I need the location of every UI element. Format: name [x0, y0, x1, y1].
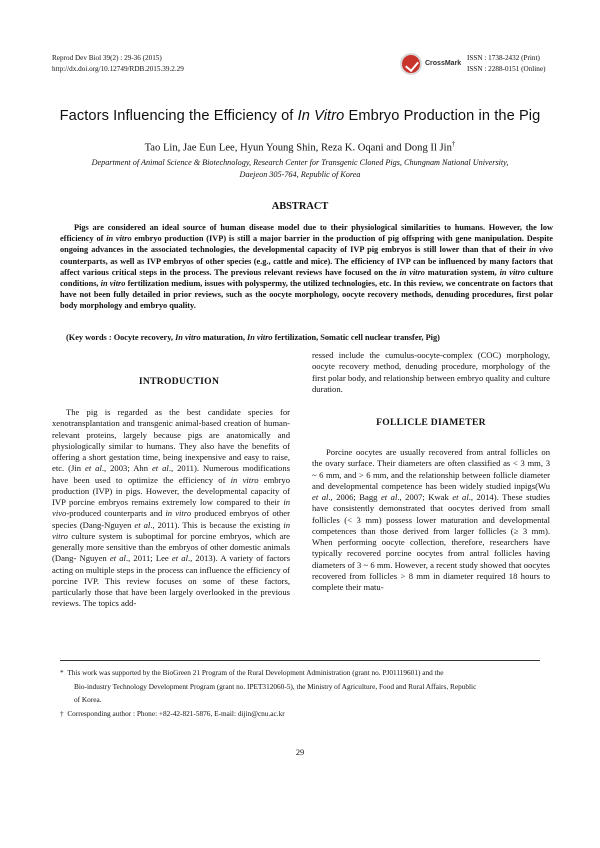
- introduction-heading: INTRODUCTION: [138, 376, 220, 387]
- follicle-diameter-text: Porcine oocytes are usually recovered from antral follicles on the ovary surface. Their diameters are often classified as < 3 mm, 3 ~ 6 mm, and > 6 mm, and the relationship between follicle diameter and developmental competence has been widely studied inpigs(Wu et al., 2006; Bagg et al., 2007; Kwak et al., 2014). These studies have consistently demonstrated that oocytes derived from small follicles (< 3 mm) possess lower maturation and developmental competences than those derived from larger follicles (≥ 3 mm). When performing oocyte collection, therefore, researchers have typically recovered porcine oocytes from antral follicles having diameters of 3 ~ 6 mm. However, a recent study showed that oocytes recovered from follicles > 8 mm in diameter required 18 hours to complete their matu-: [312, 447, 550, 592]
- crossmark-icon: [400, 53, 422, 75]
- follicle-diameter-heading: FOLLICLE DIAMETER: [376, 417, 486, 428]
- corresponding-author-note: † Corresponding author : Phone: +82-42-821-5876, E-mail: dijin@cnu.ac.kr: [60, 708, 285, 718]
- affiliation: Department of Animal Science & Biotechnology, Research Center for Transgenic Cloned Pigs, Chungnam National University, Daejeon 305-764, Republic of Korea: [91, 158, 509, 180]
- issn-block: [467, 53, 545, 75]
- keywords: (Key words : Oocyte recovery, In vitro maturation, In vitro fertilization, Somatic cell nuclear transfer, Pig): [66, 333, 440, 342]
- journal-header: [52, 53, 184, 75]
- corresponding-mark: †: [451, 140, 456, 148]
- crossmark-badge[interactable]: [400, 53, 466, 77]
- abstract-body: Pigs are considered an ideal source of human disease model due to their physiological similarities to humans. However, the low efficiency of in vitro embryo production (IVP) is still a major barrier in the production of pig offspring with gene manipulation. Despite ongoing advances in the associated technologies, the developmental capacity of IVP pig embryos is still lower than that of their in vivo counterparts, as well as IVP embryos of other species (e.g., cattle and mice). The efficiency of IVP can be influenced by many factors that affect various critical steps in the process. The previous relevant reviews have focused on the in vitro maturation system, in vitro culture conditions, in vitro fertilization medium, issues with polyspermy, the utilized technologies, etc. In this review, we concentrate on factors that have not been fully detailed in prior reviews, such as the oocyte morphology, oocyte recovery methods, denuding procedures, first polar body morphology and embryo quality.: [60, 223, 554, 311]
- introduction-continued: ressed include the cumulus-oocyte-complex (COC) morphology, oocyte recovery method, denuding procedure, morphology of the first polar body, and relationship between embryo quality and culture duration.: [312, 350, 550, 394]
- crossmark-label: CrossMark: [425, 60, 462, 67]
- doi-link[interactable]: http://dx.doi.org/10.12749/RDB.2015.39.2.29: [52, 65, 184, 73]
- introduction-text: The pig is regarded as the best candidate species for xenotransplantation and transgenic animal-based creation of human-relevant proteins, largely because pigs are anatomically and physiologically similar to humans. They also have the benefits of offering a short gestation time, being inexpensive and easy to raise, etc. (Jin et al., 2003; Ahn et al., 2011). Numerous modifications have been used to optimize the efficiency of in vitro embryo production (IVP) in pigs. However, the developmental capacity of IVP porcine embryos remains extremely low compared to their in vivo-produced counterparts and in vitro produced embryos of other species (Dang-Nguyen et al., 2011). This is because the existing in vitro culture system is suboptimal for porcine embryos, which are generally more sensitive than the embryos of other domestic animals (Dang- Nguyen et al., 2011; Lee et al., 2013). A variety of factors acting on multiple steps in the process can influence the efficiency of porcine IVP. This review focuses on some of these factors, particularly those that have been largely overlooked in the previous reviews. The topics add-: [52, 407, 290, 609]
- author-list: Tao Lin, Jae Eun Lee, Hyun Young Shin, Reza K. Oqani and Dong Il Jin†: [144, 140, 456, 154]
- funding-note: * This work was supported by the BioGreen 21 Program of the Rural Development Administration (grant no. PJ01119601) and the: [60, 668, 444, 677]
- issn-online: ISSN : 2288-0151 (Online): [467, 65, 546, 73]
- footnotes: * This work was supported by the BioGreen 21 Program of the Rural Development Administration (grant no. PJ01119601) and the Bio-industry Technology Development Program (grant no. IPET312060-5), the Ministry of Agriculture, Food and Rural Affairs, Republic of Korea. † Corresponding author : Phone: +82-42-821-5876, E-mail: dijin@cnu.ac.kr: [60, 666, 542, 720]
- page-number: 29: [295, 748, 305, 757]
- abstract-heading: ABSTRACT: [271, 201, 329, 212]
- issn-print: ISSN : 1738-2432 (Print): [467, 54, 540, 62]
- article-title: Factors Influencing the Efficiency of In Vitro Embryo Production in the Pig: [59, 108, 541, 124]
- footnote-divider: [60, 660, 540, 661]
- journal-citation: Reprod Dev Biol 39(2) : 29-36 (2015): [52, 54, 162, 62]
